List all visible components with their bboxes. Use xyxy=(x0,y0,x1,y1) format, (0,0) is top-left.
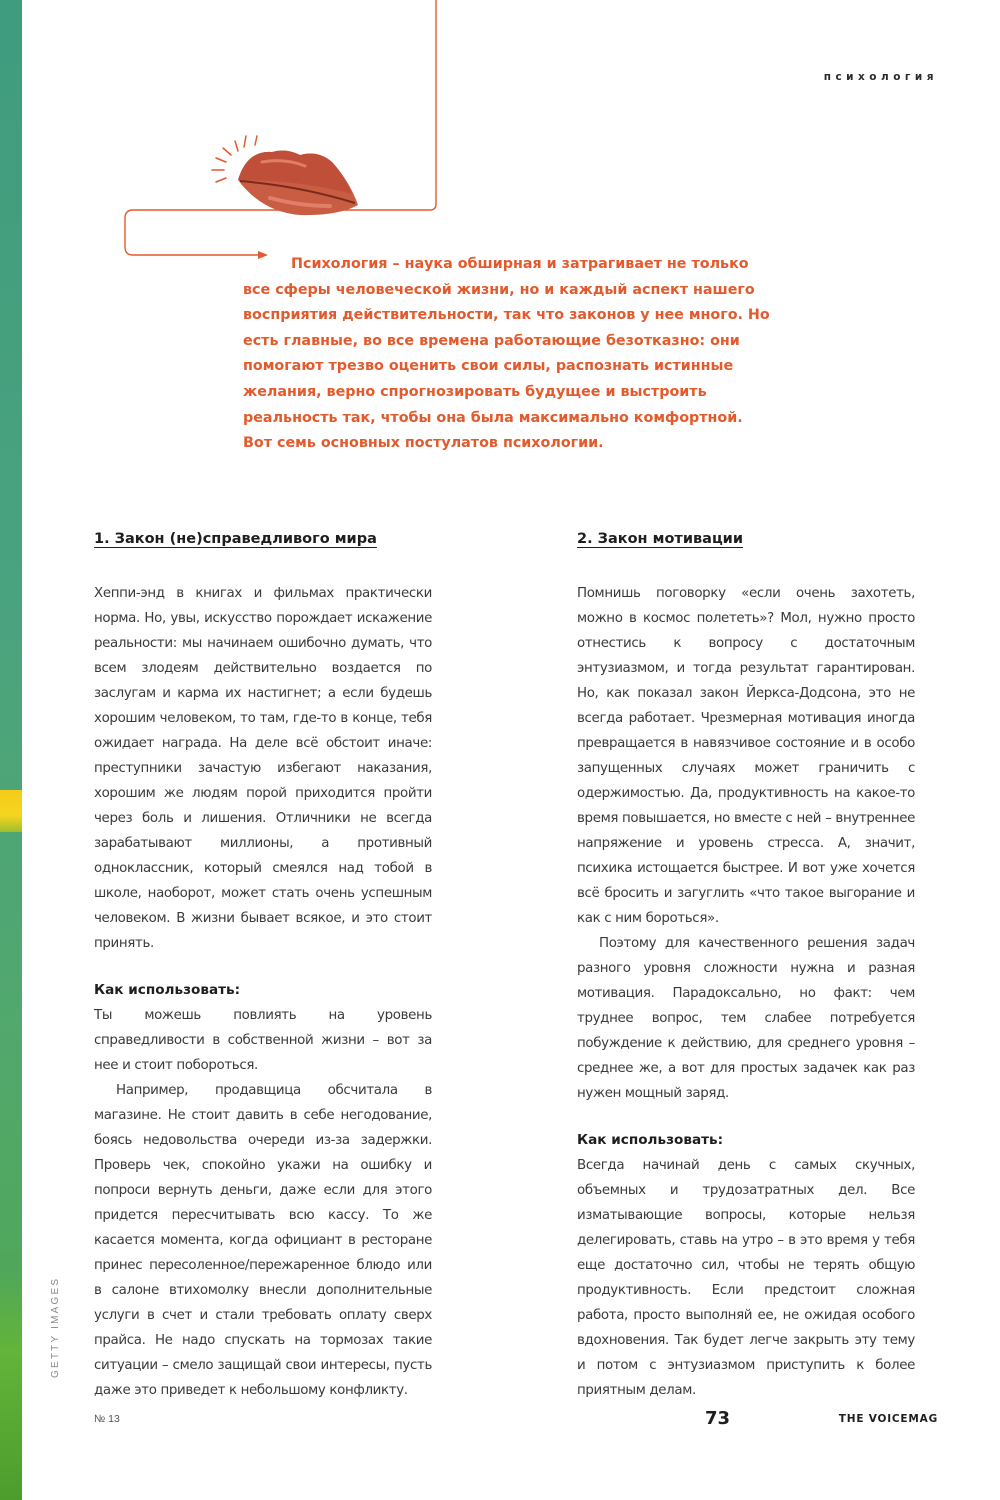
section-heading: 1. Закон (не)справедливого мира xyxy=(94,531,377,547)
howto-paragraph: Например, продавщица обсчитала в магазине. Не стоит давить в себе негодование, боясь недовольства очереди из-за задержки. Проверь чек, спокойно укажи на ошибку и попроси вернуть деньги, даже если для этого придется пересчитывать всю кассу. То же касается момента, когда официант в ресторане принес пересоленное/пережаренное блюдо или в салоне втихомолку внесли дополнительные услуги в счет и стали требовать оплату сверх прайса. Не надо спускать на тормозах такие ситуации – смело защищай свои интересы, пусть даже это приведет к небольшому конфликту. xyxy=(94,1083,432,1398)
article-section-1 xyxy=(94,531,432,1403)
howto-paragraph: Ты можешь повлиять на уровень справедливости в собственной жизни – вот за нее и стоит побороться. xyxy=(94,1008,432,1073)
photo-credit: GETTY IMAGES xyxy=(50,1276,61,1378)
howto-heading: Как использовать: xyxy=(577,1132,724,1148)
section-body: Помнишь поговорку «если очень захотеть, можно в космос полететь»? Мол, нужно просто отнестись к вопросу с достаточным энтузиазмом, и тогда результат гарантирован. Но, как показал закон Йеркса-Додсона, это не всегда работает. Чрезмерная мотивация иногда превращается в навязчивое состояние и в особо запущенных случаях может граничить с одержимостью. Да, продуктивность на какое-то время повышается, но вместе с ней – внутреннее напряжение и уровень стресса. А, значит, психика истощается быстрее. И вот уже хочется всё бросить и загуглить «что такое выгорание и как с ним бороться». xyxy=(577,586,915,926)
section-body: Хеппи-энд в книгах и фильмах практически норма. Но, увы, искусство порождает искажение реальности: мы начинаем ошибочно думать, что всем злодеям действительно воздается по заслугам и карма их настигнет; а если будешь хорошим человеком, то там, где-то в конце, тебя ожидает награда. На деле всё обстоит иначе: преступники зачастую избегают наказания, хорошим же людям порой приходится пройти через боль и лишения. Отличники не всегда зарабатывают миллионы, а противный одноклассник, который смеялся над тобой в школе, наоборот, может стать очень успешным человеком. В жизни бывает всякое, и это стоит принять. xyxy=(94,586,432,951)
yellow-edge-mark xyxy=(0,790,22,832)
article-section-2 xyxy=(577,531,915,1403)
howto-heading: Как использовать: xyxy=(94,982,241,998)
issue-number: № 13 xyxy=(94,1413,120,1425)
section-body: Поэтому для качественного решения задач разного уровня сложности нужна и разная мотивация. Парадоксально, но факт: чем труднее вопрос, тем слабее потребуется побуждение к действию, для среднего уровня – среднее же, а вот для простых задачек как раз нужен мощный заряд. xyxy=(577,936,915,1101)
section-heading: 2. Закон мотивации xyxy=(577,531,744,547)
section-rubric: психология xyxy=(823,71,938,83)
lips-illustration xyxy=(238,151,358,216)
lead-paragraph: Психология – наука обширная и затрагивает не только все сферы человеческой жизни, но и каждый аспект нашего восприятия действительности, так что законов у нее много. Но есть главные, во все времена работающие безотказно: они помогают трезво оценить свои силы, распознать истинные желания, верно спрогнозировать будущее и выстроить реальность так, чтобы она была максимально комфортной. Вот семь основных постулатов психологии. xyxy=(243,256,770,452)
magazine-name: THE VOICEMAG xyxy=(838,1413,938,1425)
howto-paragraph: Всегда начинай день с самых скучных, объемных и трудозатратных дел. Все изматывающие вопросы, которые нельзя делегировать, ставь на утро – в это время у тебя еще достаточно сил, чтобы не терять общую продуктивность. Если предстоит сложная работа, просто выполняй ее, не ожидая особого вдохновения. Так будет легче закрыть эту тему и потом с энтузиазмом приступить к более приятным делам. xyxy=(577,1158,915,1398)
page-number: 73 xyxy=(705,1408,731,1429)
grass-edge-strip xyxy=(0,1270,22,1500)
